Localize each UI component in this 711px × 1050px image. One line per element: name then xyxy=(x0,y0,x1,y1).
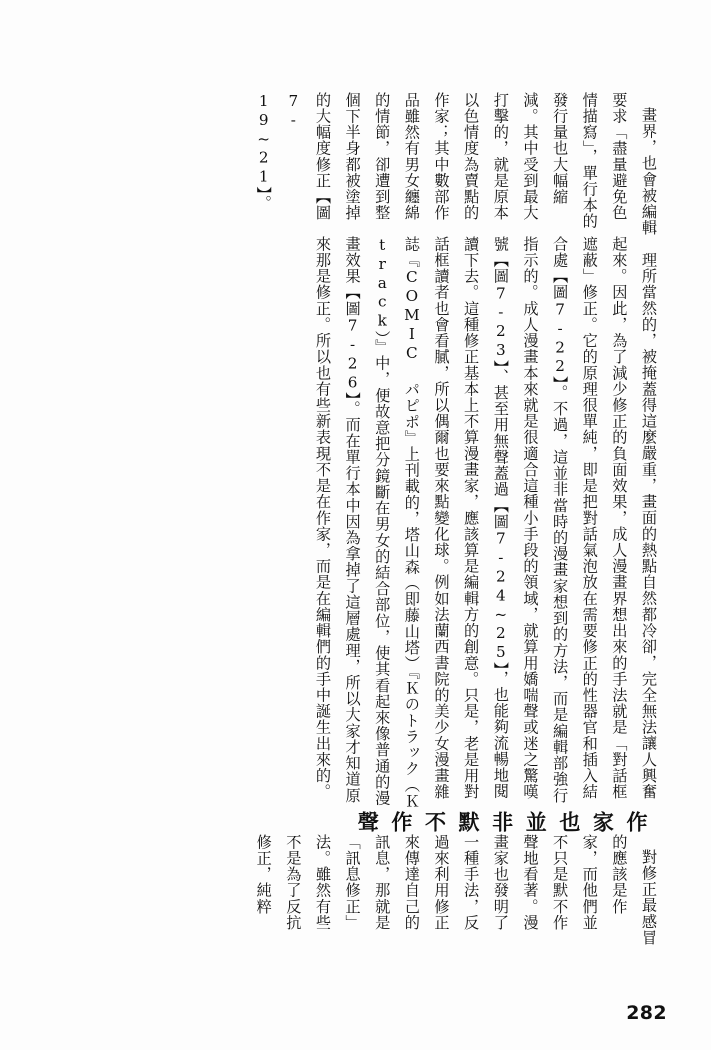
page-number: 282 xyxy=(626,1002,667,1024)
body-text-vertical xyxy=(56,92,663,947)
paragraph-1: 畫界，也會被編輯要求「盡量避免色情描寫」，單行本的發行量也大幅縮減。其中受到最大打擊的，就是原本以色情度為賣點的作家；其中數部作品雖然有男女纏綿的情節，卻遭到整個下半身都被塗掉的大幅度修正【圖7-19~21】。 xyxy=(254,92,658,237)
section-heading: 作家也並非默不作聲 xyxy=(355,810,649,835)
paragraph-3: 對修正最感冒的應該是作家，而他們並不只是默不作聲地看著。漫畫家也發明了一種手法，反過來利用修正來傳達自己的訊息，那就是「訊息修正」法。雖然有些不是為了反抗修正，純粹 xyxy=(254,834,658,947)
paragraph-2: 理所當然的，被掩蓋得這麼嚴重，畫面的熱點自然都冷卻，完全無法讓人興奮起來。因此，為了減少修正的負面效果，成人漫畫界想出來的手法就是「對話框遮蔽」修正。它的原理很單純，即是把對話氣泡放在需要修正的性器官和插入結合處【圖7-22】。不過，這並非當時的漫畫家想到的方法，而是編輯部強行指示的。成人漫畫本來就是很適合這種小手段的領域，就算用嬌喘聲或迷之驚嘆號【圖7-23】、甚至用無聲蓋過【圖7-24~25】，也能夠流暢地閱讀下去。這種修正基本上不算漫畫家，應該算是編輯方的創意。只是，老是用對話框讀者也會看膩，所以偶爾也要來點變化球。例如法蘭西書院的美少女漫畫雜誌『COMIC パピポ』上刊載的，塔山森（即藤山塔）『Ｋのトラック（Ｋ track）』中，便故意把分鏡斷在男女的結合部位，使其看起來像普通的漫畫效果【圖7-26】。而在單行本中因為拿掉了這層處理，所以大家才知道原來那是修正。所以也有些新表現不是在作家，而是在編輯們的手中誕生出來的。 xyxy=(313,236,658,810)
